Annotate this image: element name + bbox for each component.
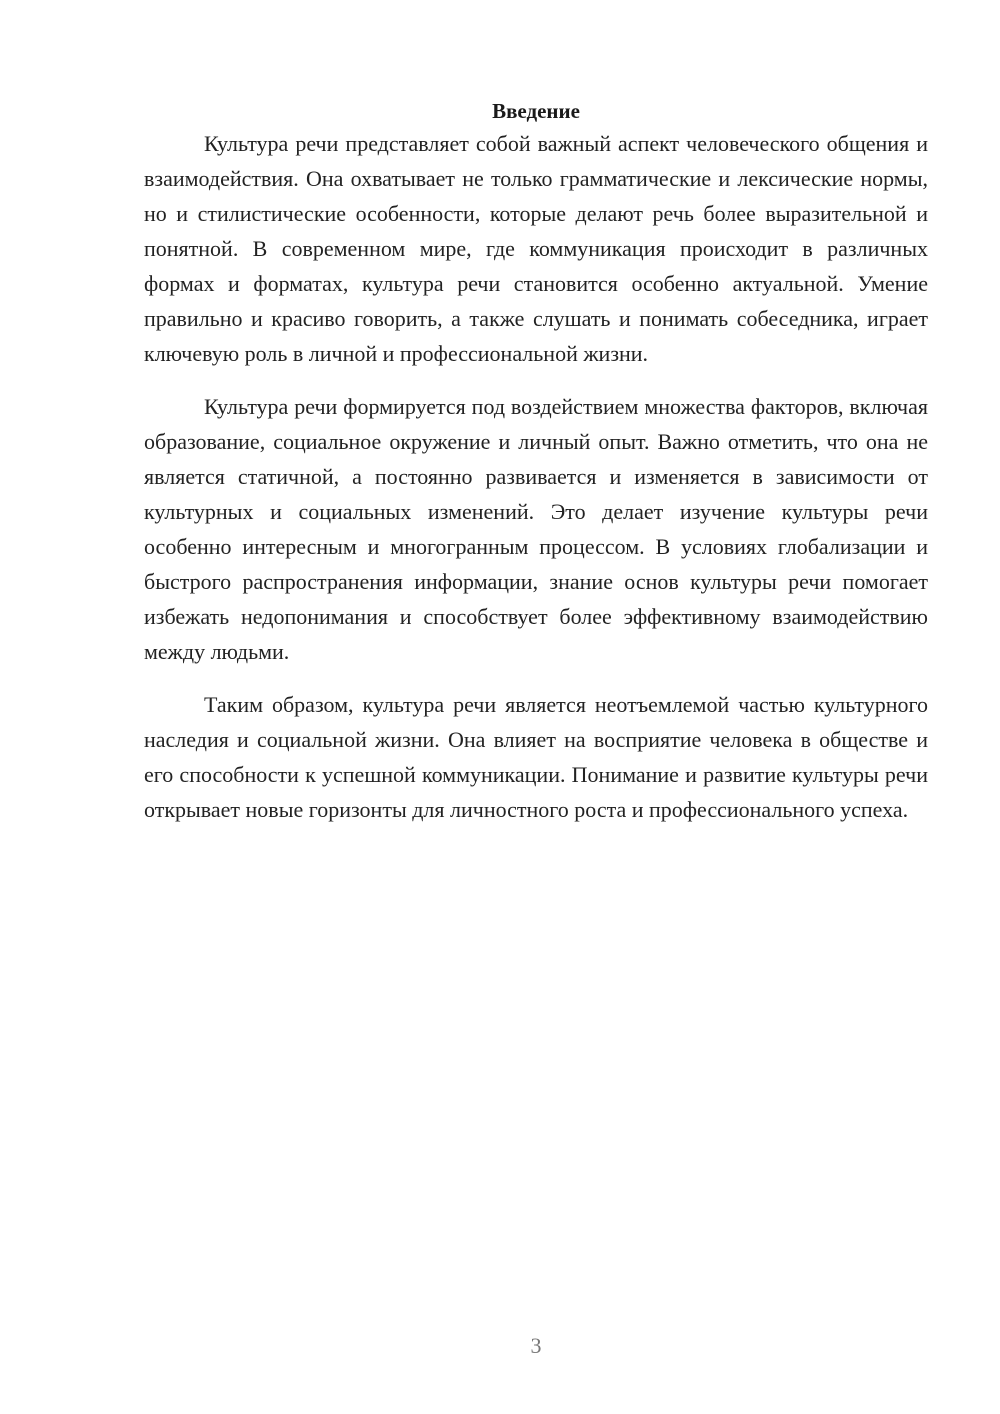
section-heading: Введение <box>492 99 580 123</box>
paragraph-2: Культура речи формируется под воздействием множества факторов, включая образование, социальное окружение и личный опыт. Важно отметить, что она не является статичной, а постоянно развивается и изменяется в зависимости от культурных и социальных изменений. Это делает изучение культуры речи особенно интересным и многогранным процессом. В условиях глобализации и быстрого распространения информации, знание основ культуры речи помогает избежать недопонимания и способствует более эффективному взаимодействию между людьми. <box>144 394 928 664</box>
paragraph-1: Культура речи представляет собой важный аспект человеческого общения и взаимодействия. Она охватывает не только грамматические и лексические нормы, но и стилистические особенности, которые делают речь более выразительной и понятной. В современном мире, где коммуникация происходит в различных формах и форматах, культура речи становится особенно актуальной. Умение правильно и красиво говорить, а также слушать и понимать собеседника, играет ключевую роль в личной и профессиональной жизни. <box>144 131 928 366</box>
page-content <box>144 96 928 827</box>
paragraph-3: Таким образом, культура речи является неотъемлемой частью культурного наследия и социальной жизни. Она влияет на восприятие человека в обществе и его способности к успешной коммуникации. Понимание и развитие культуры речи открывает новые горизонты для личностного роста и профессионального успеха. <box>144 692 928 822</box>
page-number: 3 <box>530 1333 542 1358</box>
